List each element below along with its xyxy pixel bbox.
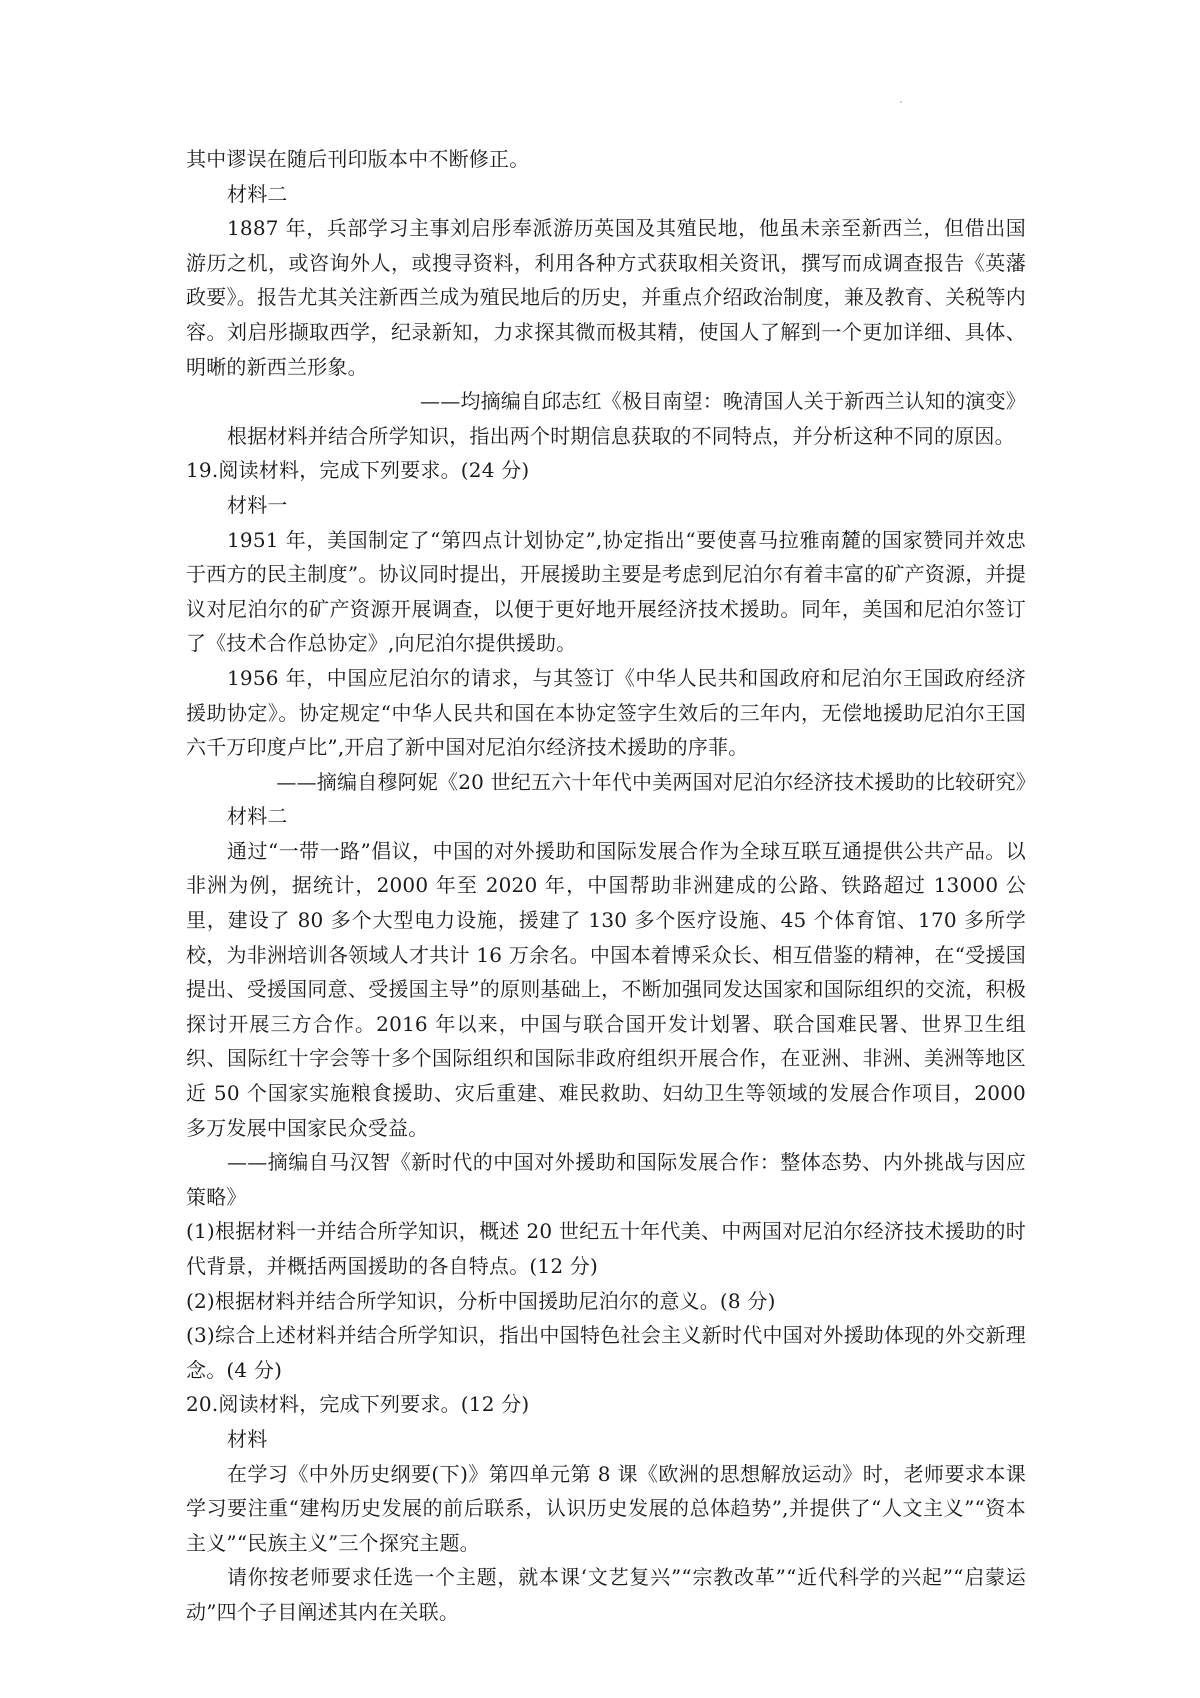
material-heading: 材料二 (227, 804, 288, 829)
material-heading: 材料一 (227, 492, 288, 517)
exam-page (186, 142, 1036, 1630)
material-paragraph: 通过“一带一路”倡议，中国的对外援助和国际发展合作为全球互联互通提供公共产品。以非洲为例，据统计，2000 年至 2020 年，中国帮助非洲建成的公路、铁路超过 13000 公里，建设了 80 多个大型电力设施，援建了 130 多个医疗设施、45 个体育馆、170 多所学校，为非洲培训各领域人才共计 16 万余名。中国本着博采众长、相互借鉴的精神，在“受援国提出、受援国同意、受援国主导”的原则基础上，不断加强同发达国家和国际组织的交流，积极探讨开展三方合作。2016 年以来，中国与联合国开发计划署、联合国难民署、世界卫生组织、国际红十字会等十多个国际组织和国际非政府组织开展合作，在亚洲、非洲、美洲等地区近 50 个国家实施粮食援助、灾后重建、难民救助、妇幼卫生等领域的发展合作项目，2000 多万发展中国家民众受益。 (186, 838, 1026, 1140)
material-paragraph: 在学习《中外历史纲要(下)》第四单元第 8 课《欧洲的思想解放运动》时，老师要求本课学习要注重“建构历史发展的前后联系，认识历史发展的总体趋势”,并提供了“人文主义”“资本主义”“民族主义”三个探究主题。 (186, 1461, 1026, 1555)
sub-question: (2)根据材料并结合所学知识，分析中国援助尼泊尔的意义。(8 分) (186, 1288, 776, 1313)
continued-line: 其中谬误在随后刊印版本中不断修正。 (186, 147, 530, 171)
material-source: ——均摘编自邱志红《极目南望：晚清国人关于新西兰认知的演变》 (420, 389, 1026, 414)
sub-question: (3)综合上述材料并结合所学知识，指出中国特色社会主义新时代中国对外援助体现的外交新理念。(4 分) (186, 1323, 1026, 1382)
material-heading: 材料 (227, 1426, 268, 1451)
material-paragraph: 1951 年，美国制定了“第四点计划协定”,协定指出“要使喜马拉雅南麓的国家赞同并效忠于西方的民主制度”。协议同时提出，开展援助主要是考虑到尼泊尔有着丰富的矿产资源，并提议对尼泊尔的矿产资源开展调查，以便于更好地开展经济技术援助。同年，美国和尼泊尔签订了《技术合作总协定》,向尼泊尔提供援助。 (186, 527, 1026, 656)
material-source: ——摘编自马汉智《新时代的中国对外援助和国际发展合作：整体态势、内外挑战与因应策略》 (186, 1150, 1026, 1209)
sub-question: (1)根据材料一并结合所学知识，概述 20 世纪五十年代美、中两国对尼泊尔经济技术援助的时代背景，并概括两国援助的各自特点。(12 分) (186, 1219, 1026, 1278)
material-paragraph: 1956 年，中国应尼泊尔的请求，与其签订《中华人民共和国政府和尼泊尔王国政府经济援助协定》。协定规定“中华人民共和国在本协定签字生效后的三年内，无偿地援助尼泊尔王国六千万印度卢比”,开启了新中国对尼泊尔经济技术援助的序菲。 (186, 665, 1026, 760)
material-source: ——摘编自穆阿妮《20 世纪五六十年代中美两国对尼泊尔经济技术援助的比较研究》 (276, 769, 1036, 794)
question-header: 20.阅读材料，完成下列要求。(12 分) (186, 1392, 530, 1417)
question-prompt: 请你按老师要求任选一个主题，就本课‘文艺复兴”“宗教改革”“近代科学的兴起”“启蒙运动”四个子目阐述其内在关联。 (186, 1565, 1026, 1624)
material-paragraph: 1887 年，兵部学习主事刘启彤奉派游历英国及其殖民地，他虽未亲至新西兰，但借出国游历之机，或咨询外人，或搜寻资料，利用各种方式获取相关资讯，撰写而成调查报告《英藩政要》。报告尤其关注新西兰成为殖民地后的历史，并重点介绍政治制度，兼及教育、关税等内容。刘启彤撷取西学，纪录新知，力求探其微而极其精，使国人了解到一个更加详细、具体、明晰的新西兰形象。 (186, 216, 1026, 379)
question-header: 19.阅读材料，完成下列要求。(24 分) (186, 458, 530, 483)
question-prompt: 根据材料并结合所学知识，指出两个时期信息获取的不同特点，并分析这种不同的原因。 (227, 423, 1015, 448)
scan-speck (900, 101, 902, 103)
material-heading: 材料二 (227, 181, 288, 206)
